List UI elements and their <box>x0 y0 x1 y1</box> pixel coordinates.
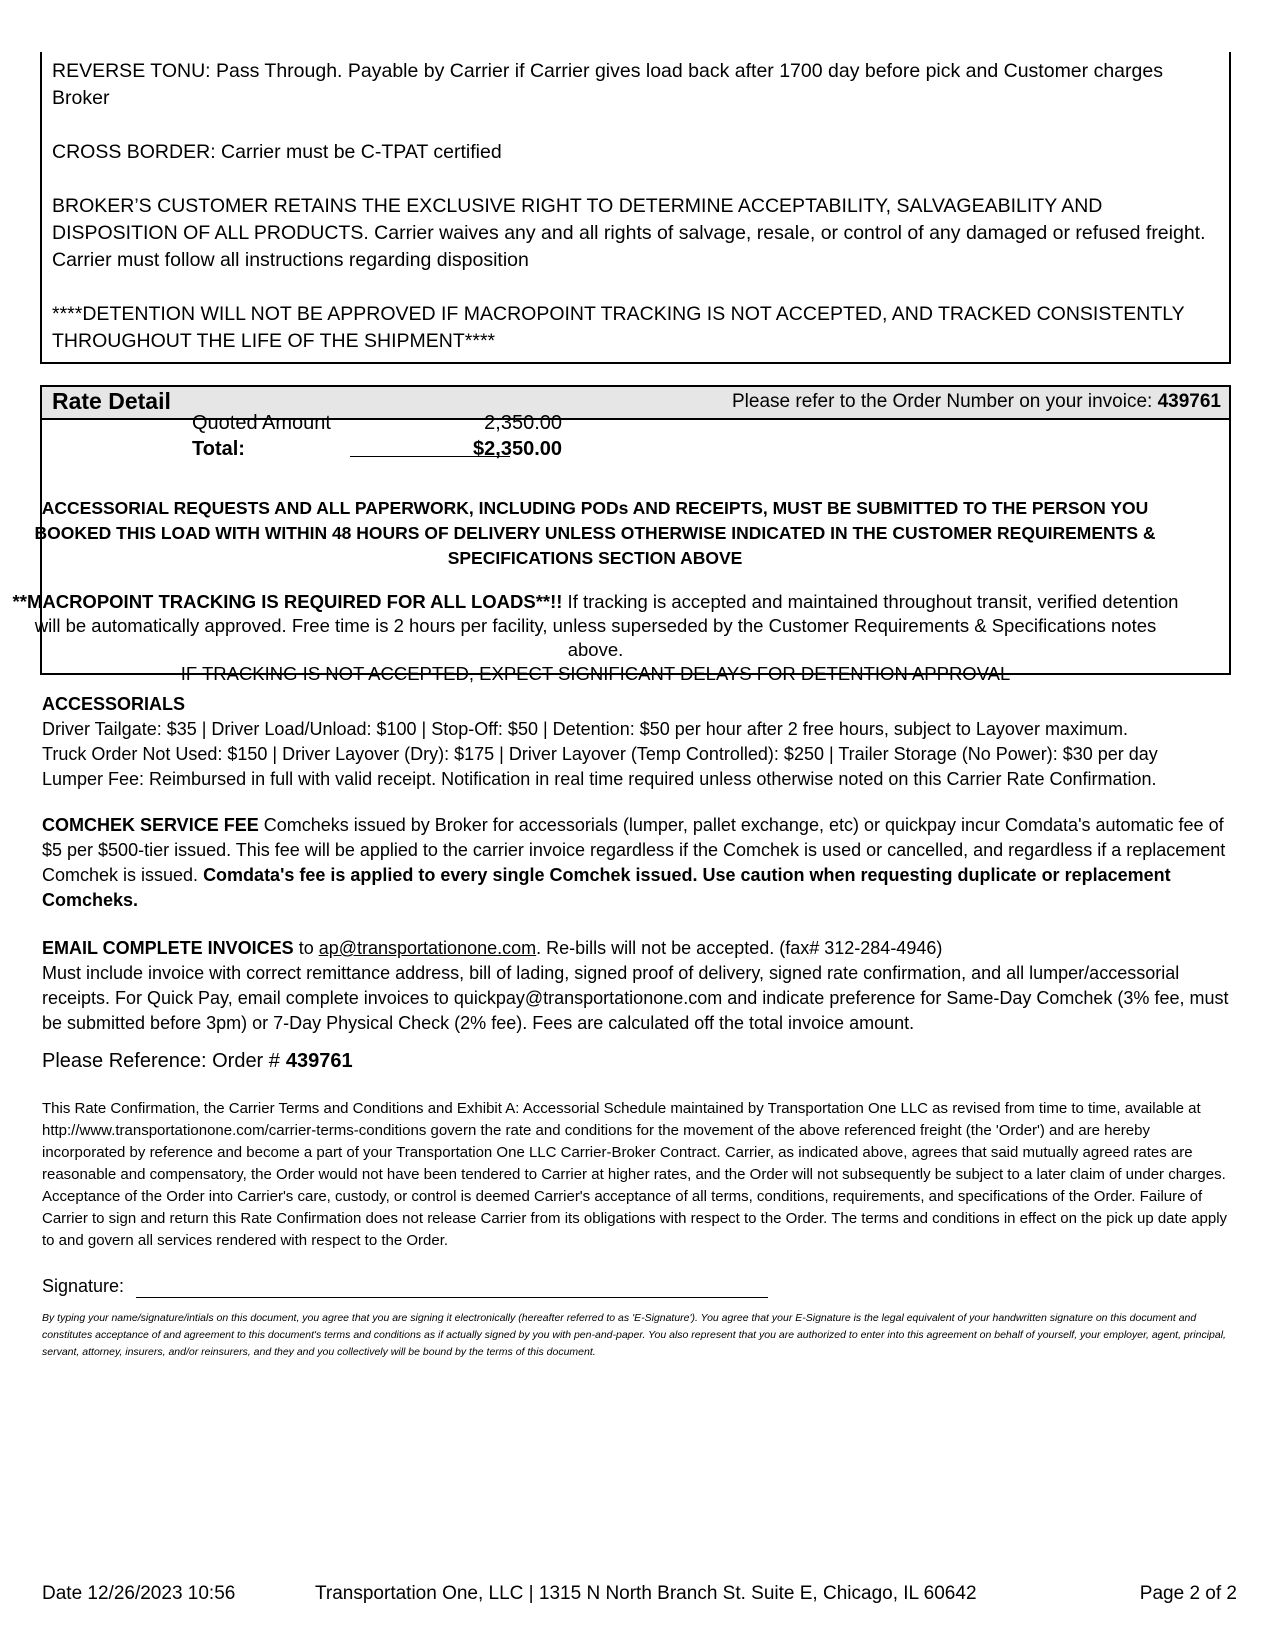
tracking-warning: IF TRACKING IS NOT ACCEPTED, EXPECT SIGNIFICANT DELAYS FOR DETENTION APPROVAL <box>180 663 1011 684</box>
invoice-requirements: Must include invoice with correct remittance address, bill of lading, signed proof of delivery, signed rate confirmation, and all lumper/accessorial receipts. For Quick Pay, email complete invoices to quickpay@transportationone.com and indicate preference for Same-Day Comchek (3% fee, must be submitted before 3pm) or 7-Day Physical Check (2% fee). Fees are calculated off the total invoice amount. <box>42 963 1229 1033</box>
note-reverse-tonu: REVERSE TONU: Pass Through. Payable by Carrier if Carrier gives load back after 1700 day before pick and Customer charges Broker <box>52 60 1163 109</box>
legal-terms: This Rate Confirmation, the Carrier Terms and Conditions and Exhibit A: Accessorial Schedule maintained by Transportation One LLC as revised from time to time, available at http://www.transportationone.com/carrier-terms-conditions govern the rate and conditions for the movement of the above referenced freight (the 'Order') and are hereby incorporated by reference and become a part of your Transportation One LLC Carrier-Broker Contract. Carrier, as indicated above, agrees that said mutually agreed rates are reasonable and compensatory, the Order would not have been tendered to Carrier at higher rates, and the Order will not subsequently be subject to a later claim of under charges. Acceptance of the Order into Carrier's care, custody, or control is deemed Carrier's acceptance of all terms, conditions, requirements, and specifications of the Order. Failure of Carrier to sign and return this Rate Confirmation does not release Carrier from its obligations with respect to the Order. The terms and conditions in effect on the pick up date apply to and govern all services rendered with respect to the Order. <box>42 1100 1228 1249</box>
order-number: 439761 <box>1157 391 1221 412</box>
total-label: Total: <box>192 438 245 460</box>
footer-company: Transportation One, LLC | 1315 N North Branch St. Suite E, Chicago, IL 60642 <box>315 1583 977 1604</box>
customer-notes-box <box>40 52 1231 364</box>
comchek-warning: Comdata's fee is applied to every single Comchek issued. Use caution when requesting duplicate or replacement Comcheks. <box>42 865 1171 910</box>
paperwork-notice: ACCESSORIAL REQUESTS AND ALL PAPERWORK, INCLUDING PODs AND RECEIPTS, MUST BE SUBMITTED TO THE PERSON YOU BOOKED THIS LOAD WITH WITHIN 48 HOURS OF DELIVERY UNLESS OTHERWISE INDICATED IN THE CUSTOMER REQUIREMENTS & SPECIFICATIONS SECTION ABOVE <box>34 498 1156 568</box>
signature-label: Signature: <box>42 1276 125 1296</box>
footer-page-number: Page 2 of 2 <box>1139 1583 1237 1604</box>
rate-detail-title: Rate Detail <box>52 388 171 414</box>
ap-email-link[interactable]: ap@transportationone.com <box>318 938 537 958</box>
tracking-notice: **MACROPOINT TRACKING IS REQUIRED FOR ALL LOADS**!! If tracking is accepted and maintained throughout transit, verified detention will be automatically approved. Free time is 2 hours per facility, unless superseded by the Customer Requirements & Specifications notes above. IF TRACKING IS NOT ACCEPTED, EXPECT SIGNIFICANT DELAYS FOR DETENTION APPROVAL <box>12 591 1179 684</box>
footer-date: Date 12/26/2023 10:56 <box>42 1583 236 1604</box>
comchek-section: COMCHEK SERVICE FEE Comcheks issued by Broker for accessorials (lumper, pallet exchange, etc) or quickpay incur Comdata's automatic fee of $5 per $500-tier issued. This fee will be applied to the carrier invoice regardless if the Comchek is used or cancelled, and regardless if a replacement Comchek is issued. Comdata's fee is applied to every single Comchek issued. Use caution when requesting duplicate or replacement Comcheks. <box>42 815 1226 910</box>
accessorials-section <box>42 692 1237 792</box>
tracking-required: **MACROPOINT TRACKING IS REQUIRED FOR ALL LOADS**!! <box>12 591 563 612</box>
accessorials-heading: ACCESSORIALS <box>42 694 186 714</box>
accessorials-line-1: Driver Tailgate: $35 | Driver Load/Unload: $100 | Stop-Off: $50 | Detention: $50 per hour after 2 free hours, subject to Layover maximum. <box>42 719 1128 739</box>
note-customer-rights: BROKER’S CUSTOMER RETAINS THE EXCLUSIVE RIGHT TO DETERMINE ACCEPTABILITY, SALVAGEABILITY AND DISPOSITION OF ALL PRODUCTS. Carrier waives any and all rights of salvage, resale, or control of any damaged or refused freight. Carrier must follow all instructions regarding disposition <box>52 195 1206 271</box>
accessorials-line-2: Truck Order Not Used: $150 | Driver Layover (Dry): $175 | Driver Layover (Temp Controlled): $250 | Trailer Storage (No Power): $30 per day <box>42 744 1158 764</box>
signature-line[interactable] <box>136 1297 768 1298</box>
comchek-heading: COMCHEK SERVICE FEE <box>42 815 259 835</box>
order-reference: Please Reference: Order # 439761 <box>42 1050 353 1072</box>
invoice-reference: Please refer to the Order Number on your invoice: 439761 <box>732 391 1221 412</box>
quoted-amount-label: Quoted Amount <box>192 412 331 434</box>
note-detention: ****DETENTION WILL NOT BE APPROVED IF MACROPOINT TRACKING IS NOT ACCEPTED, AND TRACKED CONSISTENTLY THROUGHOUT THE LIFE OF THE SHIPMENT**** <box>52 303 1185 352</box>
note-cross-border: CROSS BORDER: Carrier must be C-TPAT certified <box>52 141 502 163</box>
esignature-disclaimer: By typing your name/signature/intials on this document, you agree that you are signing it electronically (hereafter referred to as 'E-Signature'). You agree that your E-Signature is the legal equivalent of your handwritten signature on this document and constitutes acceptance of and agreement to this document's terms and conditions as if actually signed by you with pen-and-paper. You also represent that you are authorized to enter into this agreement on behalf of yourself, your employer, agent, principal, servant, attorney, insurers, and/or reinsurers, and they and you collectively will be bound by the terms of this document. <box>42 1312 1226 1358</box>
quoted-amount-value: 2,350.00 <box>484 412 562 434</box>
reference-order-number: 439761 <box>285 1050 353 1072</box>
total-value: $2,350.00 <box>473 438 562 460</box>
invoices-heading: EMAIL COMPLETE INVOICES <box>42 938 294 958</box>
accessorials-line-3: Lumper Fee: Reimbursed in full with valid receipt. Notification in real time required unless otherwise noted on this Carrier Rate Confirmation. <box>42 769 1157 789</box>
invoices-section: EMAIL COMPLETE INVOICES to ap@transportationone.com. Re-bills will not be accepted. (fax# 312-284-4946) Must include invoice with correct remittance address, bill of lading, signed proof of delivery, signed rate confirmation, and all lumper/accessorial receipts. For Quick Pay, email complete invoices to quickpay@transportationone.com and indicate preference for Same-Day Comchek (3% fee, must be submitted before 3pm) or 7-Day Physical Check (2% fee). Fees are calculated off the total invoice amount. <box>42 938 1229 1033</box>
